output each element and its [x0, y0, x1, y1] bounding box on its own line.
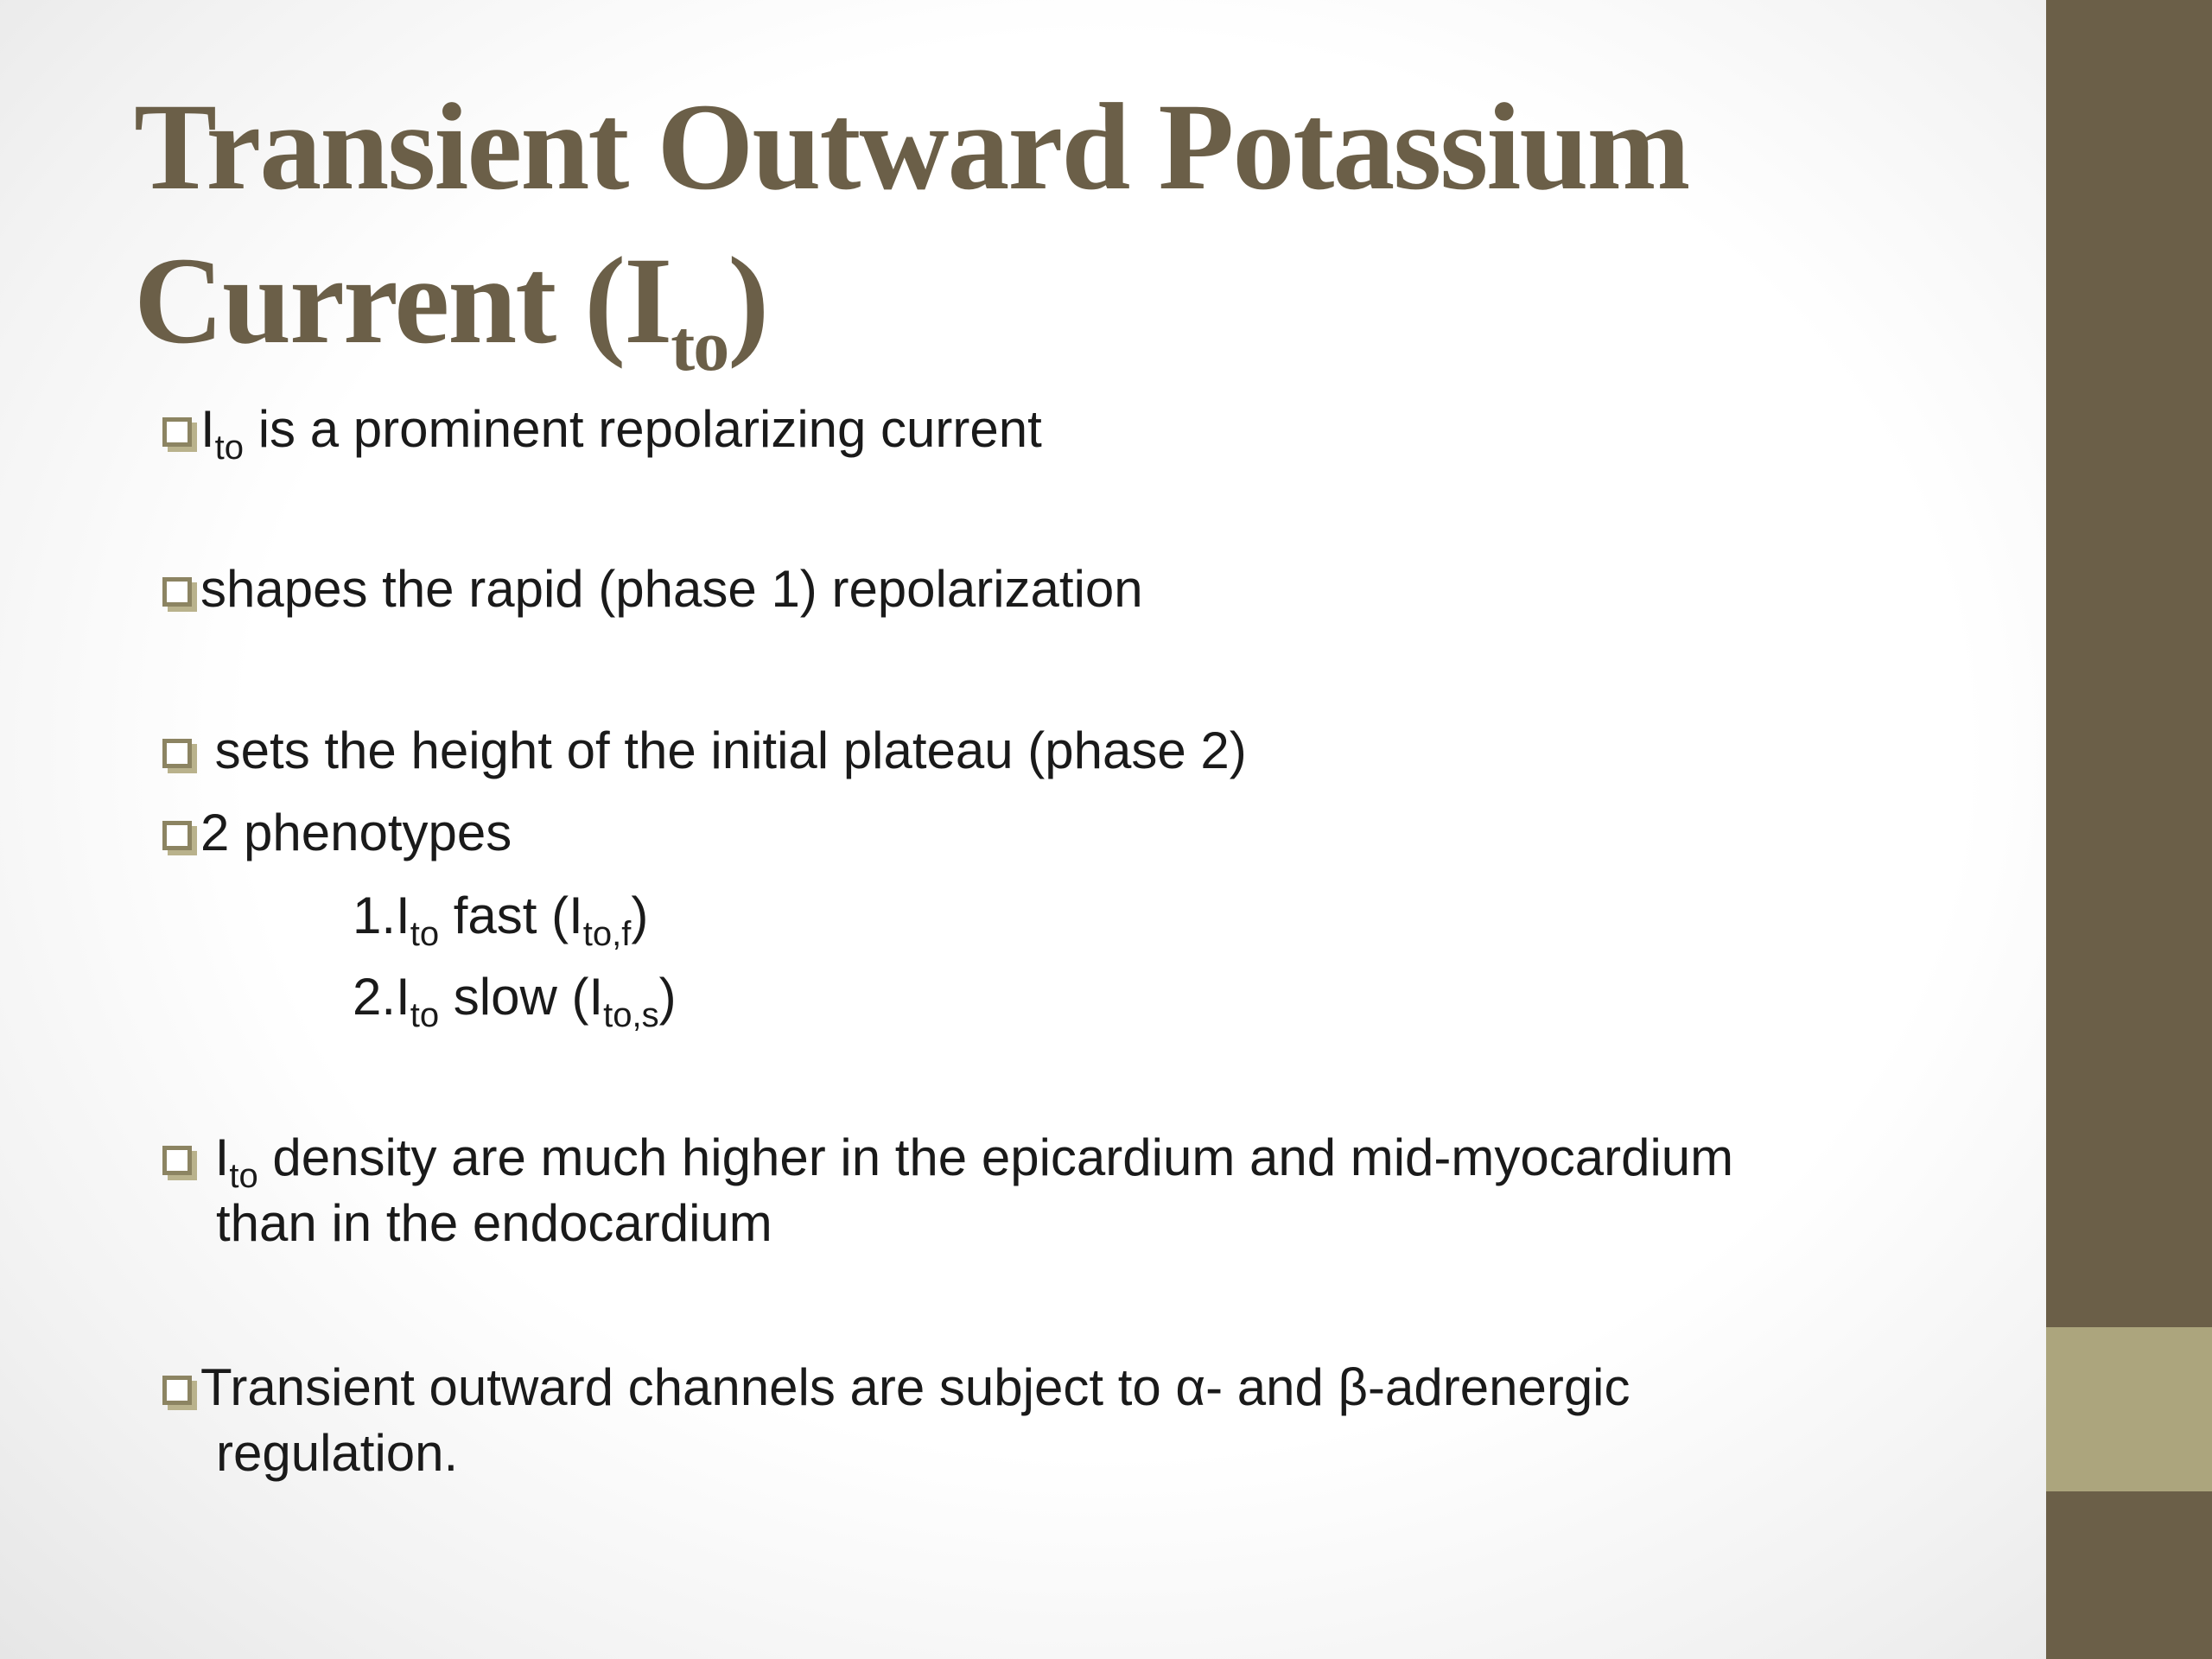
hollow-square-bullet-icon — [162, 577, 192, 607]
bullet-5-symbol: I — [214, 1128, 230, 1186]
bullet-1-subscript: to — [214, 429, 245, 467]
phenotype-2-text: slow ( — [439, 968, 589, 1026]
hollow-square-bullet-icon — [162, 417, 192, 447]
bullet-6-text: Transient outward channels are subject to α- and β-adrenergic — [200, 1358, 1630, 1416]
title-line-2-suffix: ) — [728, 232, 768, 370]
bullet-3-text: sets the height of the initial plateau (phase 2) — [200, 721, 1247, 779]
phenotype-1-close: ) — [631, 887, 649, 944]
phenotype-1-text: fast ( — [439, 887, 569, 944]
bullet-item-5-continuation — [216, 1191, 772, 1256]
hollow-square-bullet-icon — [162, 821, 192, 850]
hollow-square-bullet-icon — [162, 739, 192, 768]
bullet-1-symbol: I — [200, 400, 215, 458]
title-line-2-prefix: Current (I — [134, 232, 671, 370]
bullet-item-1 — [162, 397, 1042, 467]
bullet-item-2 — [162, 556, 1143, 622]
phenotype-item-1 — [353, 883, 649, 953]
phenotype-1-symbol: I — [396, 887, 410, 944]
phenotype-2-paren-subscript: to,s — [603, 996, 659, 1034]
title-subscript: to — [671, 306, 728, 386]
phenotype-1-paren-subscript: to,f — [582, 915, 632, 953]
bullet-item-6-continuation — [216, 1421, 458, 1486]
bullet-1-text: is a prominent repolarizing current — [244, 400, 1042, 458]
phenotype-2-close: ) — [658, 968, 677, 1026]
bullet-5-text: density are much higher in the epicardium and mid-myocardium — [257, 1128, 1734, 1186]
bullet-2-text: shapes the rapid (phase 1) repolarization — [200, 560, 1143, 618]
bullet-5-subscript: to — [229, 1157, 258, 1195]
phenotype-2-number: 2. — [353, 968, 397, 1026]
phenotype-2-subscript: to — [410, 996, 440, 1034]
bullet-6-continuation-text: regulation. — [216, 1424, 459, 1482]
sidebar-accent-block — [2046, 1327, 2212, 1491]
phenotype-1-number: 1. — [353, 887, 397, 944]
hollow-square-bullet-icon — [162, 1376, 192, 1405]
bullet-item-4 — [162, 800, 512, 866]
phenotype-2-symbol: I — [396, 968, 410, 1026]
bullet-item-5 — [162, 1125, 1734, 1195]
phenotype-1-paren-symbol: I — [569, 887, 583, 944]
phenotype-2-paren-symbol: I — [588, 968, 604, 1026]
phenotype-1-subscript: to — [410, 915, 440, 953]
bullet-4-text: 2 phenotypes — [200, 804, 512, 861]
bullet-5-continuation-text: than in the endocardium — [216, 1194, 772, 1252]
hollow-square-bullet-icon — [162, 1146, 192, 1175]
phenotype-item-2 — [353, 964, 677, 1034]
title-line-1: Transient Outward Potassium — [134, 79, 1689, 216]
bullet-item-6 — [162, 1355, 1630, 1421]
bullet-item-3 — [162, 718, 1247, 784]
